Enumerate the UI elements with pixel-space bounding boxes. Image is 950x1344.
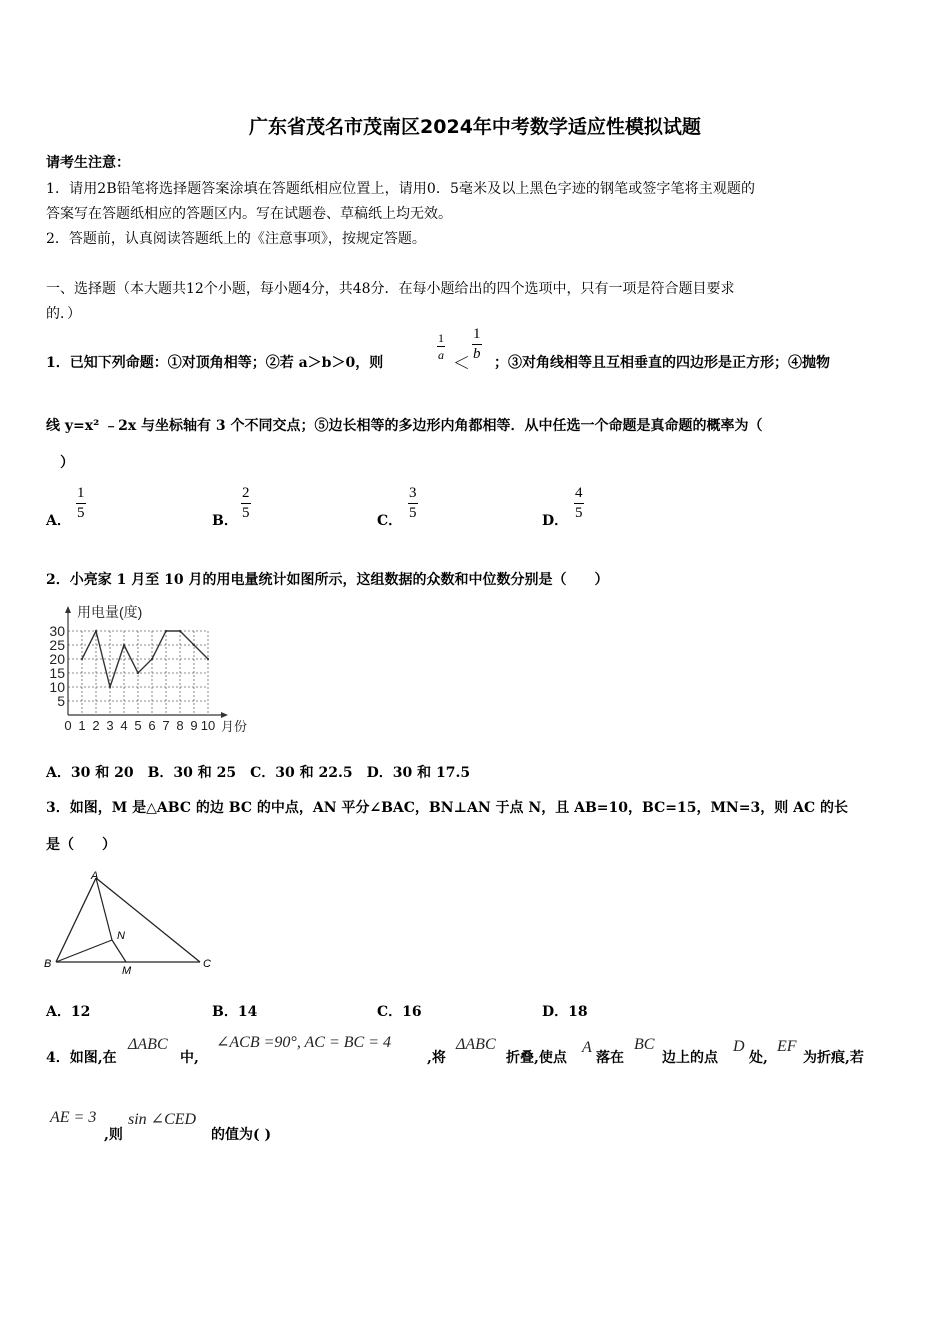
page-title: 广东省茂名市茂南区2024年中考数学适应性模拟试题 [249,116,701,138]
q1-option-d-denominator: 5 [575,505,583,521]
q1-stem-line-3: ） [60,455,74,471]
q1-option-b-fraction [241,486,251,521]
q4-text-6: 边上的点 [662,1050,718,1066]
chart-x-tick-label: 6 [148,718,156,733]
q1-option-d-fraction [574,486,584,521]
q1-option-b-denominator: 5 [242,505,250,521]
q4-math-sin-ced: sin ∠CED [128,1111,197,1128]
chart-data-point [151,658,153,660]
chart-x-tick-label: 2 [92,718,100,733]
chart-x-tick-label: 0 [64,718,72,733]
q2-electricity-line-chart [44,602,256,742]
q4-math-triangle-abc-2: ΔABC [456,1036,496,1053]
q3-side-ac [96,878,200,962]
q1-option-a-fraction [76,486,86,521]
chart-data-point [137,672,139,674]
chart-y-tick-label: 5 [57,693,65,709]
q3-option-a-value: 12 [70,1004,91,1020]
q4-text-4: 折叠,使点 [506,1050,567,1066]
q1-stem-part-2: ；③对角线相等且互相垂直的四边形是正方形；④抛物 [494,355,830,371]
chart-x-tick-label: 7 [162,718,170,733]
chart-data-point [193,644,195,646]
q4-math-ef: EF [777,1038,797,1055]
chart-x-axis-arrow [221,712,228,718]
q3-option-c-value: 16 [402,1004,422,1020]
q1-option-b-numerator: 2 [241,486,251,504]
q1-stem-line-2: 线 y=x² ﹣2x 与坐标轴有 3 个不同交点；⑤边长相等的多边形内角都相等．从中任选一个命题是真命题的概率为（ [46,418,763,434]
chart-x-axis-title: 月份 [221,719,248,734]
section-1-line-1: 一、选择题（本大题共12个小题，每小题4分，共48分．在每小题给出的四个选项中，只有一项是符合题目要求 [46,281,735,297]
chart-data-point [81,658,83,660]
q3-stem-line-2: 是（ ） [46,837,116,853]
q3-triangle-figure [40,868,220,978]
chart-y-tick-label: 10 [49,679,65,695]
q3-label-c: C [203,958,211,970]
q4-math-bc: BC [634,1036,655,1053]
q4-text-10: 的值为( ) [211,1127,272,1143]
q1-fraction-b-denominator: b [473,346,481,362]
q1-option-c-label: C． [377,513,403,529]
notice-item-2: 2．答题前，认真阅读答题纸上的《注意事项》，按规定答题。 [46,231,426,247]
chart-x-tick-label: 4 [120,718,128,733]
chart-x-tick-label: 8 [176,718,184,733]
q3-side-ab [56,878,96,962]
q1-less-than: ＜ [453,354,470,374]
q3-option-d-value: 18 [568,1004,588,1020]
q1-option-c-denominator: 5 [409,505,417,521]
q3-option-d-label: D． [542,1004,569,1020]
chart-y-tick-label: 15 [49,665,65,681]
q3-label-m: M [122,965,132,977]
q3-stem-line-1: 3．如图，M 是△ABC 的边 BC 的中点，AN 平分∠BAC，BN⊥AN 于点 N，且 AB=10，BC=15，MN=3，则 AC 的长 [46,800,848,816]
chart-x-tick-label: 9 [190,718,198,733]
q4-text-3: ,将 [427,1050,446,1066]
q1-option-a-denominator: 5 [77,505,85,521]
q3-option-b-value: 14 [237,1004,258,1020]
notice-heading: 请考生注意： [46,155,130,171]
chart-data-point [123,644,125,646]
q3-option-c [377,1001,422,1021]
q3-label-b: B [44,958,52,970]
chart-y-axis-title: 用电量(度) [77,604,143,620]
chart-y-tick-label: 25 [49,637,65,653]
q3-segment-nm [112,940,126,962]
q3-option-b-label: B． [212,1004,238,1020]
q1-fraction-a-denominator: a [438,348,444,362]
q4-text-8: 为折痕,若 [803,1050,864,1066]
q1-option-a-numerator: 1 [76,486,86,504]
chart-x-tick-label: 10 [200,718,216,733]
q1-fraction-1-over-b [472,327,482,362]
chart-y-tick-label: 20 [49,651,65,667]
q4-text-7: 处, [749,1050,768,1066]
q3-label-a: A [91,870,99,882]
chart-data-point [109,686,111,688]
q1-option-a-label: A． [46,513,71,529]
q2-options: A．30 和 20 B．30 和 25 C．30 和 22.5 D．30 和 17.5 [46,765,471,781]
chart-y-axis-arrow [65,606,71,613]
q4-text-2: 中, [180,1050,199,1066]
q3-option-d [542,1001,588,1021]
q1-option-c-fraction [408,486,418,521]
q4-math-point-a: A [582,1039,592,1056]
notice-item-1a: 1．请用2B铅笔将选择题答案涂填在答题纸相应位置上，请用0．5毫米及以上黑色字迹的钢笔或签字笔将主观题的 [46,181,756,197]
chart-data-point [165,630,167,632]
q1-option-c-numerator: 3 [408,486,418,504]
q4-math-conditions: ∠ACB =90°, AC = BC = 4 [216,1034,392,1051]
q4-math-point-d: D [733,1038,745,1055]
q3-label-n: N [117,930,125,942]
q1-option-b-label: B． [212,513,238,529]
chart-data-point [179,630,181,632]
q4-text-1: 4．如图,在 [46,1050,117,1066]
q1-option-d-numerator: 4 [574,486,584,504]
chart-y-tick-label: 30 [49,623,65,639]
q2-stem: 2．小亮家 1 月至 10 月的用电量统计如图所示，这组数据的众数和中位数分别是（ ） [46,572,609,588]
q4-text-9: ,则 [104,1127,123,1143]
q1-stem-part-1: 1．已知下列命题：①对顶角相等；②若 a＞b＞0，则 [46,355,384,371]
chart-x-tick-label: 1 [78,718,86,733]
q1-option-d-label: D． [542,513,569,529]
q4-math-ae-equals-3: AE = 3 [50,1109,97,1126]
q3-option-a-label: A． [46,1004,71,1020]
q1-fraction-b-numerator: 1 [472,327,482,345]
notice-item-1b: 答案写在答题纸相应的答题区内。写在试题卷、草稿纸上均无效。 [46,206,452,222]
q4-text-5: 落在 [596,1050,624,1066]
q4-math-triangle-abc-1: ΔABC [128,1036,168,1053]
q1-fraction-a-numerator: 1 [438,331,444,345]
q1-fraction-1-over-a [437,332,445,361]
q3-option-a [46,1001,90,1021]
q3-option-b [212,1001,257,1021]
chart-x-tick-label: 3 [106,718,114,733]
chart-x-tick-label: 5 [134,718,142,733]
section-1-line-2: 的．） [46,306,81,322]
chart-data-point [95,630,97,632]
chart-data-point [207,658,209,660]
q3-option-c-label: C． [377,1004,403,1020]
q3-segment-an [96,878,112,940]
